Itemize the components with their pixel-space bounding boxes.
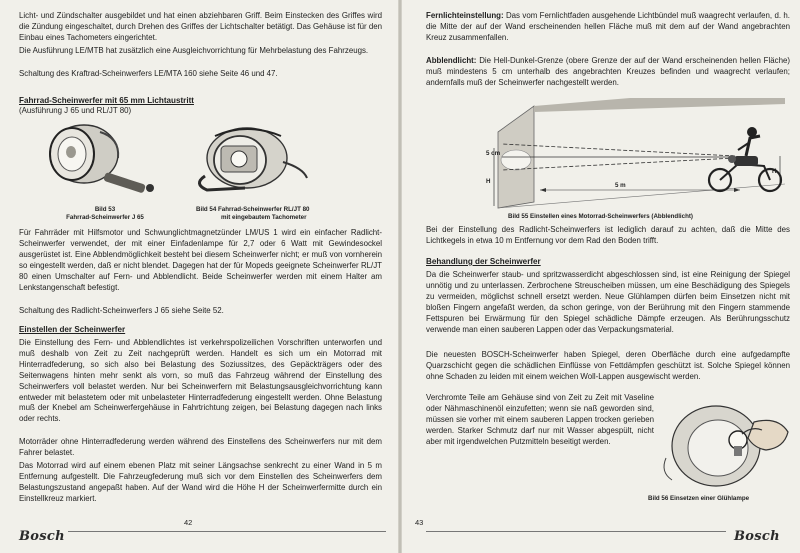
right-paragraph-1 — [426, 11, 790, 44]
right-paragraph-6: Verchromte Teile am Gehäuse sind von Zeit zu Zeit mit Vaseline oder Nähmaschinenöl einzufetten; wenn sie naß geworden sind, müssen sie vorher mit einem sauberen Lappen trocken gerieben werden. Starker Schmutz darf nur mit Wasser abgespült, nicht aber mit irgendwelchen Putzmitteln beseitigt werden. — [426, 393, 654, 446]
caption-bild-53-title: Fahrrad-Scheinwerfer J 65 — [66, 214, 144, 221]
bosch-logo-left: Bosch — [19, 529, 65, 544]
footer-rule-right — [426, 531, 726, 532]
page-number-right: 43 — [415, 518, 424, 527]
caption-bild-55: Bild 55 Einstellen eines Motorrad-Scheinwerfers (Abblendlicht) — [508, 213, 693, 220]
left-paragraph-7: Motorräder ohne Hinterradfederung werden während des Einstellens des Scheinwerfers nur mit dem Fahrer belastet. — [19, 437, 382, 457]
left-paragraph-6: Die Einstellung des Fern- und Abblendlichtes ist verkehrspolizeilichen Vorschriften unterworfen und muß deshalb von Zeit zu Zeit nachgeprüft werden. Handelt es sich um ein Motorrad mit Hinterradfederung, so sich also bei Belastung des Soziussitzes, des Gepäckträgers oder des Seitenwagens hinten mehr senkt als vorn, so muß das Fahrzeug während der Einstellung des Scheinwerfers voll belastet werden. Nur bei Scheinwerfern mit Belastungsausgleichvorrichtung kann entweder mit belastetem oder mit unbelasteter Hinterradfederung eingestellt werden. Ohne Belastung muß der Knebel am Scheinwerfergehäuse in Fahrtrichtung zeigen, bei Belastung dagegen nach links oder rechts. — [19, 338, 382, 424]
diagram-label-h-lamp: H — [772, 168, 777, 175]
page-number-left: 42 — [184, 518, 193, 527]
caption-bild-53-number: Bild 53 — [94, 206, 116, 213]
diagram-label-5m: 5 m — [615, 182, 626, 189]
diagram-label-5cm: 5 cm — [486, 150, 501, 157]
heading-adjusting-headlamps: Einstellen der Scheinwerfer — [19, 325, 126, 334]
right-page — [400, 0, 800, 553]
headlamp-adjustment-diagram — [480, 98, 790, 210]
inserting-bulb-illustration — [658, 388, 794, 496]
caption-bild-54-subtitle: mit eingebautem Tachometer — [221, 214, 307, 221]
caption-bild-56: Bild 56 Einsetzen einer Glühlampe — [648, 495, 750, 502]
right-paragraph-4: Da die Scheinwerfer staub- und spritzwasserdicht abgeschlossen sind, ist eine Reinigung der Spiegel unnötig und zu unterlassen. Zerbrochene Streuscheiben müssen, um eine Beschädigung des Spiegels zu vermeiden, möglichst schnell ersetzt werden. Neue Glühlampen dürfen beim Einsetzen nicht mit bloßen Fingern angefaßt werden, da schon geringe, von der Berührung mit den Fingern stammende Fettspuren bei Erwärmung für den Spiegel schädliche Dämpfe erzeugen. Als Berührungsschutz verwende man einen sauberen Lappen oder das Verpackungsmaterial. — [426, 270, 790, 334]
caption-bild-54-title: Bild 54 Fahrrad-Scheinwerfer RL/JT 80 — [196, 206, 310, 213]
diagram-label-h-wall: H — [486, 178, 491, 185]
left-paragraph-5: Schaltung des Radlicht-Scheinwerfers J 65 siehe Seite 52. — [19, 306, 224, 315]
label-high-beam: Fernlichteinstellung: — [426, 11, 504, 20]
right-paragraph-2 — [426, 56, 790, 89]
headlamp-rl-jt80-illustration — [185, 118, 315, 194]
bosch-logo-right: Bosch — [734, 529, 780, 544]
left-paragraph-8: Das Motorrad wird auf einem ebenen Platz mit seiner Längsachse senkrecht zu einer Wand in 5 m Entfernung aufgestellt. Die Fahrzeugfederung muß sich vor dem Einstellen des Scheinwerfers dem Belastungszustand angepaßt haben. Auf der Wand wird die Höhe H der Scheinwerfermitte durch ein Einstellkreuz markiert. — [19, 461, 382, 503]
text-low-beam: Die Hell-Dunkel-Grenze (obere Grenze der auf der Wand erscheinenden hellen Fläche) muß mindestens 5 cm unterhalb des angebrachten Kreuzes befinden und waagrecht verlaufen; andernfalls muß der Scheinwerfer nachgestellt werden. — [426, 56, 790, 87]
headlamp-j65-illustration — [40, 118, 160, 194]
right-paragraph-5: Die neuesten BOSCH-Scheinwerfer haben Spiegel, deren Oberfläche durch eine aufgedampfte Quarzschicht gegen die schädlichen Einflüsse von Fettdämpfen geschützt ist. Solche Spiegel können ohne Schaden zu leiden mit einem weichen Woll-Lappen ausgewischt werden. — [426, 350, 790, 381]
left-paragraph-1: Licht- und Zündschalter ausgebildet und hat einen abziehbaren Griff. Beim Einstecken des Griffes wird die Zündung eingeschaltet, durch Drehen des Griffes der Lichtschalter betätigt. Das Gehäuse ist für den Einbau eines Tachometers eingerichtet. — [19, 11, 382, 42]
footer-rule-left — [68, 531, 386, 532]
label-low-beam: Abblendlicht: — [426, 56, 477, 65]
left-paragraph-3: Schaltung des Kraftrad-Scheinwerfers LE/MTA 160 siehe Seite 46 und 47. — [19, 69, 278, 78]
left-paragraph-4: Für Fahrräder mit Hilfsmotor und Schwunglichtmagnetzünder LM/US 1 wird ein einfacher Radlicht-Scheinwerfer verwendet, der mit einer Einfadenlampe für 2,7 oder 6 Watt mit Gewindesockel ausgerüstet ist. Eine Abblendmöglichkeit besteht bei diesem Scheinwerfer nicht; er muß von vornherein so eingestellt werden, daß er nicht blendet. Dagegen hat der für Mopeds geeignete Scheinwerfer RL/JT 80 einen Umschalter auf Fern- und Abblendlicht. Beide Scheinwerfer werden mit einem Halter am Lenkstangenschaft befestigt. — [19, 228, 382, 292]
left-paragraph-2: Die Ausführung LE/MTB hat zusätzlich eine Ausgleichvorrichtung für Mehrbelastung des Fahrzeugs. — [19, 46, 369, 55]
right-paragraph-3: Bei der Einstellung des Radlicht-Scheinwerfers ist lediglich darauf zu achten, daß die Mitte des Lichtkegels in etwa 10 m Entfernung vor dem Rad den Boden trifft. — [426, 225, 790, 245]
text-high-beam: Das vom Fernlichtfaden ausgehende Lichtbündel muß waagrecht verlaufen, d. h. die Mitte der auf der Wand erscheinenden hellen Fläche muß mit dem auf der Wand angebrachten Kreuz zusammenfallen. — [426, 11, 790, 42]
heading-care-of-headlamps: Behandlung der Scheinwerfer — [426, 257, 541, 266]
subheading-bicycle-headlamp: (Ausführung J 65 und RL/JT 80) — [19, 106, 132, 115]
heading-bicycle-headlamp: Fahrrad-Scheinwerfer mit 65 mm Lichtaustritt — [19, 96, 194, 105]
